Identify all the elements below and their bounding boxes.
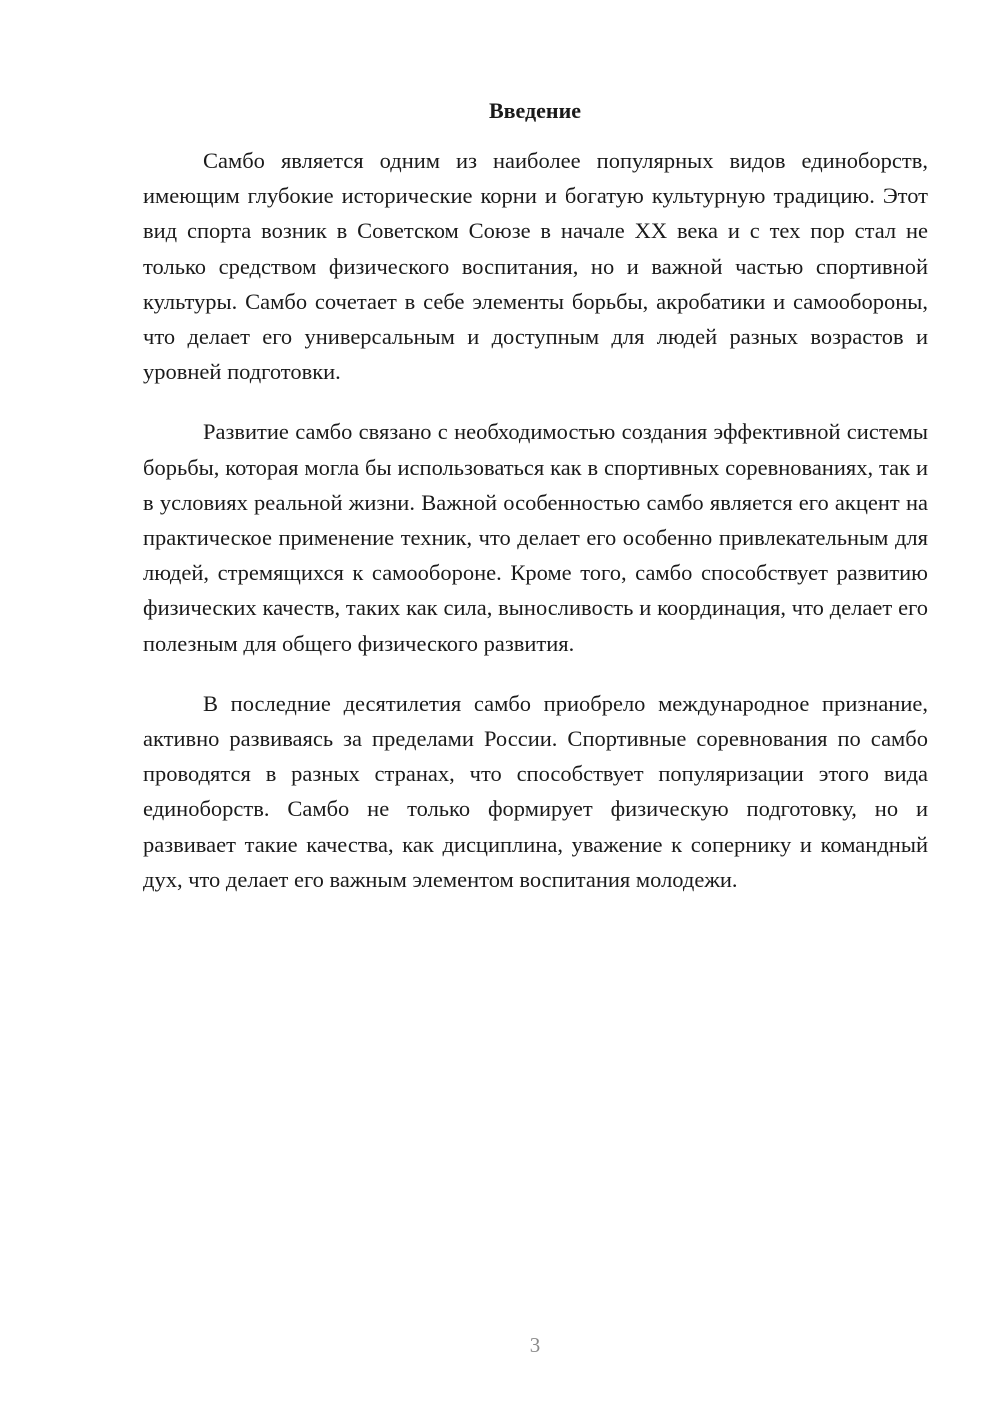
- page-number: 3: [529, 1333, 541, 1357]
- section-heading: Введение: [488, 98, 582, 123]
- paragraph-2: Развитие самбо связано с необходимостью создания эффективной системы борьбы, которая могла бы использоваться как в спортивных соревнованиях, так и в условиях реальной жизни. Важной особенностью самбо является его акцент на практическое применение техник, что делает его особенно привлекательным для людей, стремящихся к самообороне. Кроме того, самбо способствует развитию физических качеств, таких как сила, выносливость и координация, что делает его полезным для общего физического развития.: [143, 419, 928, 656]
- paragraph-3: В последние десятилетия самбо приобрело международное признание, активно развиваясь за пределами России. Спортивные соревнования по самбо проводятся в разных странах, что способствует популяризации этого вида единоборств. Самбо не только формирует физическую подготовку, но и развивает такие качества, как дисциплина, уважение к сопернику и командный дух, что делает его важным элементом воспитания молодежи.: [143, 690, 928, 892]
- paragraph-1: Самбо является одним из наиболее популярных видов единоборств, имеющим глубокие исторические корни и богатую культурную традицию. Этот вид спорта возник в Советском Союзе в начале XX века и с тех пор стал не только средством физического воспитания, но и важной частью спортивной культуры. Самбо сочетает в себе элементы борьбы, акробатики и самообороны, что делает его универсальным и доступным для людей разных возрастов и уровней подготовки.: [143, 148, 928, 385]
- body-text: [143, 143, 928, 922]
